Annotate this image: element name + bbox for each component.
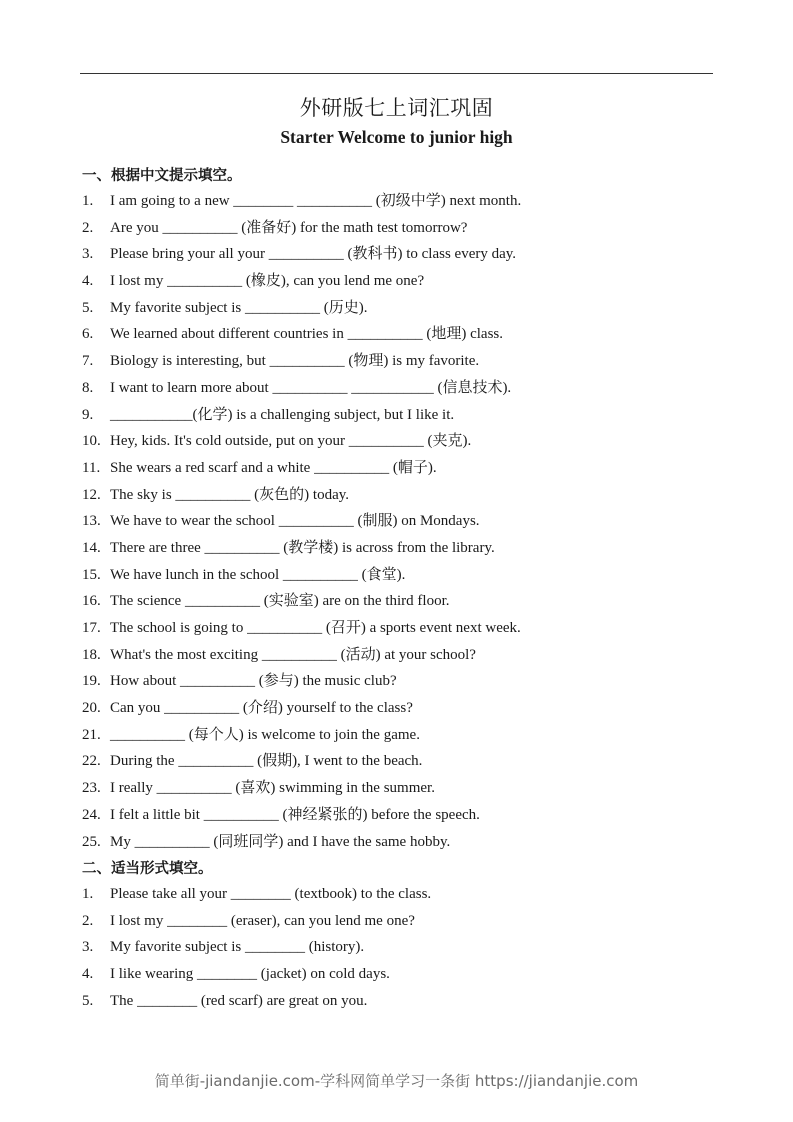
question-number: 5. [82, 992, 94, 1009]
question-item [82, 348, 521, 375]
question-item [82, 268, 521, 295]
question-item [82, 375, 521, 402]
question-number: 12. [82, 486, 101, 503]
question-number: 3. [82, 246, 94, 263]
question-item [82, 188, 521, 215]
question-item [82, 642, 521, 669]
question-text: I am going to a new ________ __________ (初级中学) next month. [110, 193, 522, 209]
question-text: There are three __________ (教学楼) is across from the library. [110, 539, 495, 556]
question-text: The ________ (red scarf) are great on you. [110, 992, 368, 1009]
question-text: Biology is interesting, but __________ (物理) is my favorite. [110, 353, 480, 370]
question-item [82, 802, 521, 829]
question-text: During the __________ (假期), I went to the beach. [110, 753, 423, 770]
question-number: 14. [82, 539, 101, 556]
question-text: The sky is __________ (灰色的) today. [110, 486, 350, 503]
question-number: 5. [82, 299, 94, 316]
question-text: __________ (每个人) is welcome to join the game. [110, 726, 420, 743]
section-heading-2: 二、适当形式填空。 [82, 861, 213, 877]
question-text: We learned about different countries in __________ (地理) class. [110, 326, 503, 343]
question-text: I felt a little bit __________ (神经紧张的) before the speech. [110, 806, 480, 823]
question-item [82, 722, 521, 749]
document-subtitle: Starter Welcome to junior high [280, 127, 513, 147]
question-item [82, 215, 521, 242]
question-item [82, 402, 521, 429]
question-number: 13. [82, 513, 101, 530]
question-number: 23. [82, 780, 101, 797]
question-text: Are you __________ (准备好) for the math test tomorrow? [110, 219, 468, 236]
question-number: 3. [82, 939, 94, 956]
question-number: 1. [82, 193, 94, 209]
question-text: I want to learn more about __________ ___________ (信息技术). [110, 379, 512, 396]
question-number: 19. [82, 673, 101, 690]
question-text: We have lunch in the school __________ (食堂). [110, 566, 406, 583]
question-list-section-2 [82, 881, 431, 1014]
question-number: 22. [82, 753, 101, 770]
question-text: The school is going to __________ (召开) a sports event next week. [110, 620, 521, 636]
question-item [82, 748, 521, 775]
question-number: 15. [82, 566, 101, 583]
question-item [82, 321, 521, 348]
question-text: Hey, kids. It's cold outside, put on your __________ (夹克). [110, 433, 472, 450]
question-number: 2. [82, 912, 94, 929]
question-number: 9. [82, 406, 94, 423]
question-item [82, 908, 431, 935]
question-item [82, 508, 521, 535]
question-number: 7. [82, 353, 94, 370]
question-text: My __________ (同班同学) and I have the same hobby. [110, 833, 451, 850]
question-number: 1. [82, 886, 94, 902]
question-number: 6. [82, 326, 94, 343]
question-number: 10. [82, 433, 101, 450]
question-number: 8. [82, 379, 94, 396]
question-number: 17. [82, 620, 101, 636]
question-number: 24. [82, 806, 101, 823]
question-item [82, 695, 521, 722]
question-text: ___________(化学) is a challenging subject, but I like it. [110, 406, 455, 423]
footer-watermark: 简单街-jiandanjie.com-学科网简单学习一条街 https://jiandanjie.com [154, 1072, 639, 1090]
question-item [82, 482, 521, 509]
question-item [82, 455, 521, 482]
header-rule [80, 73, 713, 74]
question-text: Please bring your all your __________ (教科书) to class every day. [110, 246, 517, 263]
question-text: Please take all your ________ (textbook) to the class. [110, 886, 432, 902]
question-item [82, 934, 431, 961]
question-text: We have to wear the school __________ (制服) on Mondays. [110, 513, 480, 530]
question-text: The science __________ (实验室) are on the third floor. [110, 593, 450, 610]
question-text: My favorite subject is __________ (历史). [110, 299, 368, 316]
question-item [82, 881, 431, 908]
question-number: 18. [82, 646, 101, 663]
question-text: I lost my ________ (eraser), can you lend me one? [110, 912, 415, 929]
question-list-section-1 [82, 188, 521, 855]
question-item [82, 535, 521, 562]
question-text: I really __________ (喜欢) swimming in the summer. [110, 780, 435, 797]
question-text: What's the most exciting __________ (活动) at your school? [110, 646, 476, 663]
question-item [82, 241, 521, 268]
question-text: Can you __________ (介绍) yourself to the class? [110, 700, 413, 717]
document-title: 外研版七上词汇巩固 [299, 96, 494, 120]
question-number: 4. [82, 966, 94, 983]
question-item [82, 615, 521, 642]
question-number: 16. [82, 593, 101, 610]
question-item [82, 668, 521, 695]
question-item [82, 428, 521, 455]
question-item [82, 961, 431, 988]
section-heading-1: 一、根据中文提示填空。 [82, 168, 242, 184]
question-number: 25. [82, 833, 101, 850]
question-text: I lost my __________ (橡皮), can you lend me one? [110, 273, 425, 290]
question-item [82, 775, 521, 802]
question-number: 21. [82, 726, 101, 743]
question-text: She wears a red scarf and a white __________ (帽子). [110, 459, 437, 476]
question-number: 11. [82, 459, 101, 476]
question-text: How about __________ (参与) the music club? [110, 673, 397, 690]
question-item [82, 988, 431, 1015]
question-number: 20. [82, 700, 101, 717]
question-number: 2. [82, 219, 94, 236]
question-item [82, 829, 521, 856]
question-number: 4. [82, 273, 94, 290]
question-item [82, 588, 521, 615]
question-text: I like wearing ________ (jacket) on cold days. [110, 966, 390, 983]
question-item [82, 562, 521, 589]
question-text: My favorite subject is ________ (history). [110, 939, 365, 956]
question-item [82, 295, 521, 322]
